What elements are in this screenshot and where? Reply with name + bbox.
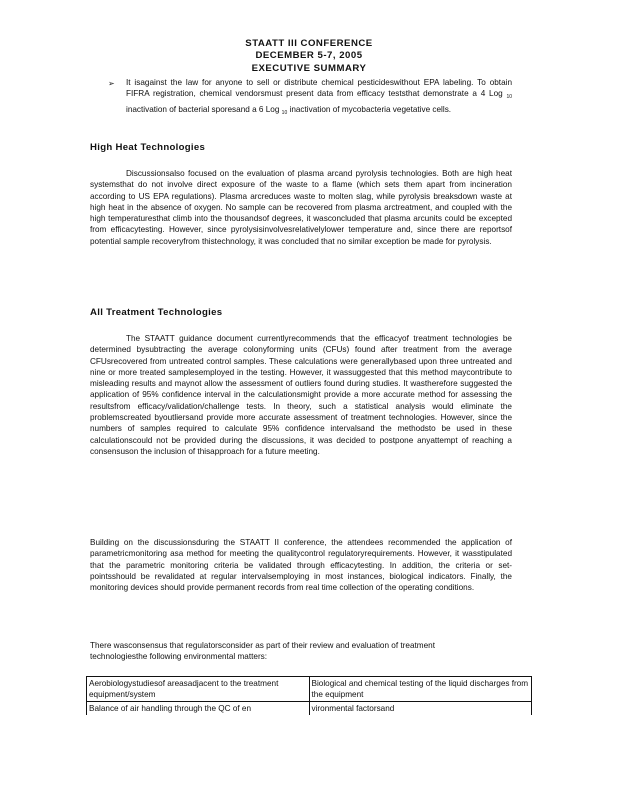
conference-dates: DECEMBER 5-7, 2005 <box>255 50 363 61</box>
all-treatment-heading: All Treatment Technologies <box>90 307 223 318</box>
fifra-paragraph: It isagainst the law for anyone to sell or distribute chemical pesticideswithout EPA labeling. To obtain FIFRA registration, chemical vendorsmust present data from efficacy teststhat demonstrate a 4 Log $_{10}$ inactivation of bacterial sporesand a 6 Log $_{10}$ inactivation of mycobacteria vegetative cells. <box>126 78 512 116</box>
table-cell: Aerobiologystudiesof areasadjacent to the treatment equipment/system <box>87 677 310 702</box>
all-treatment-paragraph: The STAATT guidance document currentlyrecommends that the efficacyof treatment technologies be determined bysubtracting the average colonyforming units (CFUs) found after treatment from the average CFUsrecovered from untreated control samples. These calculations were generallybased upon three untreated and nine or more treated samplesemployed in the testing. However, it wassuggested that this method maycontribute to misleading results and maynot allow the assessment of outliers found during studies. It wastherefore suggested the application of 95% confidence interval in the calculationsmight provide a more accurate method for assessing the resultsfrom efficacy/validation/challenge tests. In theory, such a statistical analysis would eliminate the problemscreated byoutliersand provide more accurate assessment of treatment technologies. However, since the numbers of samples required to calculate 95% confidence intervalsand the methodsto be used in these calculationscould not be provided during the discussions, it was decided to postpone anyattempt of reaching a consensuson the inclusion of thisapproach for a future meeting. <box>90 334 512 456</box>
arrow-bullet-icon: ➢ <box>108 79 115 88</box>
high-heat-paragraph: Discussionsalso focused on the evaluation of plasma arcand pyrolysis technologies. Both are high heat systemsthat do not involve direct exposure of the waste to a flame (which sets them apart from incineration according to US EPA regulations). Plasma arcreduces waste to molten slag, while pyrolysis breaksdown waste at high heat in the absence of oxygen. No sample can be recovered from plasma arctreatment, and coupled with the high temperaturesthat climb into the thousandsof degrees, it wasconcluded that plasma arcunits could be excepted from efficacytesting. However, since pyrolysisinvolvesrelativelylower temperature and, since there are reportsof potential sample recoveryfrom thistechnology, it was concluded that no similar exception be made for pyrolysis. <box>90 169 512 246</box>
high-heat-heading: High Heat Technologies <box>90 142 206 153</box>
table-cell: Biological and chemical testing of the liquid discharges from the equipment <box>309 677 532 702</box>
parametric-monitoring-paragraph: Building on the discussionsduring the STAATT II conference, the attendees recommended the application of parametricmonitoring asa method for meeting the qualitycontrol regulatoryrequirements. However, it wasstipulated that the parametric monitoring criteria be validated through efficacytesting. In addition, the criteria or set-pointsshould be revalidated at regular intervalsemploying in most instances, biological indicators. Finally, the monitoring devices should provide permanent records from real time collection of the operating conditions. <box>90 538 512 593</box>
table-cell: Balance of air handling through the QC of en <box>87 702 310 716</box>
table-cell: vironmental factorsand <box>309 702 532 716</box>
consensus-paragraph: There wasconsensus that regulatorsconsider as part of their review and evaluation of treatment technologiesthe following environmental matters: <box>90 641 435 662</box>
conference-title: STAATT III CONFERENCE <box>245 38 373 49</box>
environmental-matters-table <box>86 676 532 715</box>
summary-heading: EXECUTIVE SUMMARY <box>251 63 367 74</box>
